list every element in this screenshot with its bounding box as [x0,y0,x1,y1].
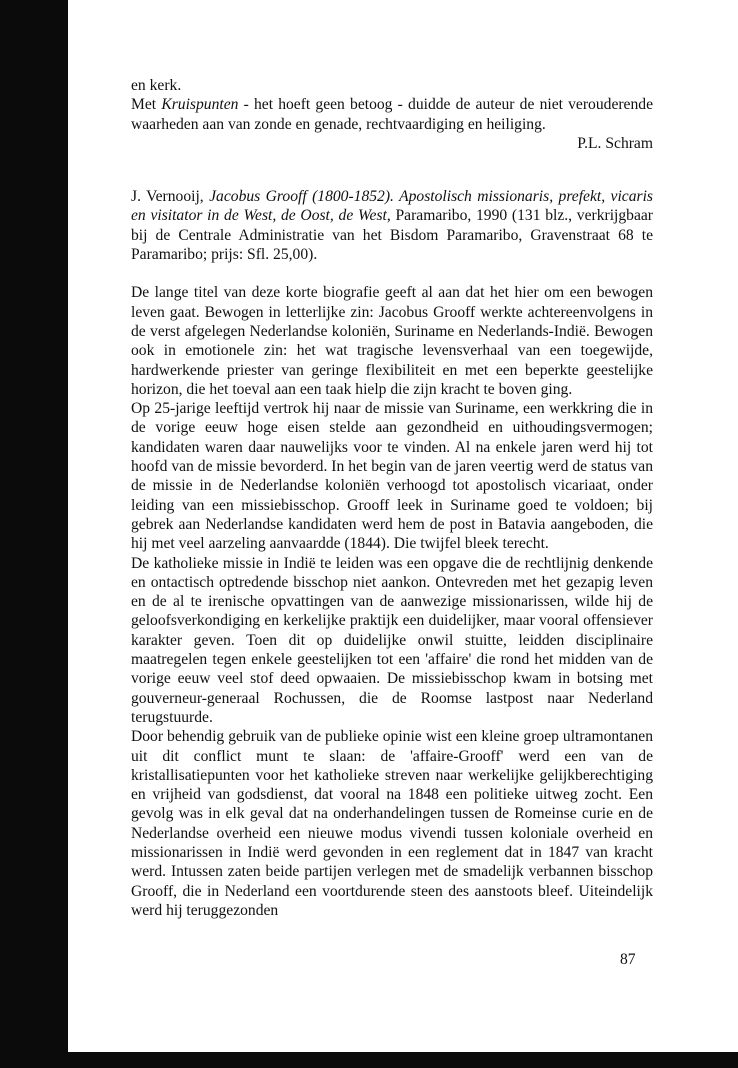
page-text [131,76,653,920]
review-paragraph: Op 25-jarige leeftijd vertrok hij naar de missie van Suriname, een werkkring die in de vorige eeuw hoge eisen stelde aan gezondheid en uithoudingsvermogen; kandidaten waren daar nauwelijks voor te vinden. Al na enkele jaren werd hij tot hoofd van de missie bevorderd. In het begin van de jaren veertig werd de status van de missie in de Nederlandse koloniën verhoogd tot apostolisch vicariaat, onder leiding van een missiebisschop. Grooff leek in Suriname goed te voldoen; bij gebrek aan Nederlandse kandidaten werd hem de post in Batavia aangeboden, die hij met veel aarzeling aanvaardde (1844). Die twijfel bleek terecht. [131,400,653,553]
scan-left-border [0,0,68,1068]
scan-bottom-border [0,1052,738,1068]
page-number: 87 [620,951,636,968]
citation-title: Jacobus Grooff (1800-1852). Apostolisch missionaris, prefekt, vicaris en visitator in de West, de Oost, de West [131,188,653,225]
review1-continuation: en kerk. [131,77,182,94]
citation-details: , Paramaribo, 1990 (131 blz., verkrijgbaar bij de Centrale Administratie van het Bisdom Paramaribo, Gravenstraat 68 te Paramaribo; prijs: Sfl. 25,00). [131,207,654,264]
closing-rest: - het hoeft geen betoog - duidde de auteur de niet verouderende waarheden aan van zonde en genade, rechtvaardiging en heiliging. [131,96,653,133]
review1-closing [131,95,653,134]
reviewer-signature: P.L. Schram [577,134,653,152]
closing-book-title: Kruispunten [161,96,239,114]
section-spacer [131,153,653,187]
closing-prefix: Met [131,96,162,114]
review-paragraph: De katholieke missie in Indië te leiden was een opgave die de rechtlijnig denkende en ontactisch optredende bisschop niet aankon. Ontevreden met het gezapig leven en de al te irenische opvattingen van de aanwezige missionarissen, wilde hij de geloofsverkondiging en kerkelijke praktijk een duidelijker, maar vooral offensiever karakter geven. Toen dit op duidelijke onwil stuitte, leidden disciplinaire maatregelen tegen enkele geestelijken tot een 'affaire' die rond het midden van de vorige eeuw veel stof deed opwaaien. De missiebisschop kwam in botsing met gouverneur-generaal Rochussen, die de Roomse lastpost naar Nederland terugstuurde. [131,554,653,726]
review-paragraph: De lange titel van deze korte biografie geeft al aan dat het hier om een bewogen leven gaat. Bewogen in letterlijke zin: Jacobus Grooff werkte achtereenvolgens in de verst afgelegen Nederlandse koloniën, Suriname en Nederlands-Indië. Bewogen ook in emotionele zin: het wat tragische levensverhaal van een toegewijde, hardwerkende priester van geringe flexibiliteit en met een beperkte geestelijke horizon, die het toeval aan een taak hielp die zijn kracht te boven ging. [131,284,653,398]
book-citation [131,187,653,264]
citation-spacer [131,264,653,283]
review-paragraph: Door behendig gebruik van de publieke opinie wist een kleine groep ultramontanen uit dit conflict munt te slaan: de 'affaire-Grooff' werd een van de kristallisatiepunten voor het katholieke streven naar werkelijke gelijkberechtiging en vrijheid van godsdienst, dat vooral na 1848 een politieke uitweg zocht. Een gevolg was in elk geval dat na onderhandelingen tussen de Romeinse curie en de Nederlandse overheid een nieuwe modus vivendi tussen koloniale overheid en missionarissen in Indië werd gevonden in een reglement dat in 1847 van kracht werd. Intussen zaten beide partijen verlegen met de smadelijk verbannen bisschop Grooff, die in Nederland een voortdurende steen des aanstoots bleef. Uiteindelijk werd hij teruggezonden [131,728,653,919]
citation-author: J. Vernooij, [131,188,210,206]
